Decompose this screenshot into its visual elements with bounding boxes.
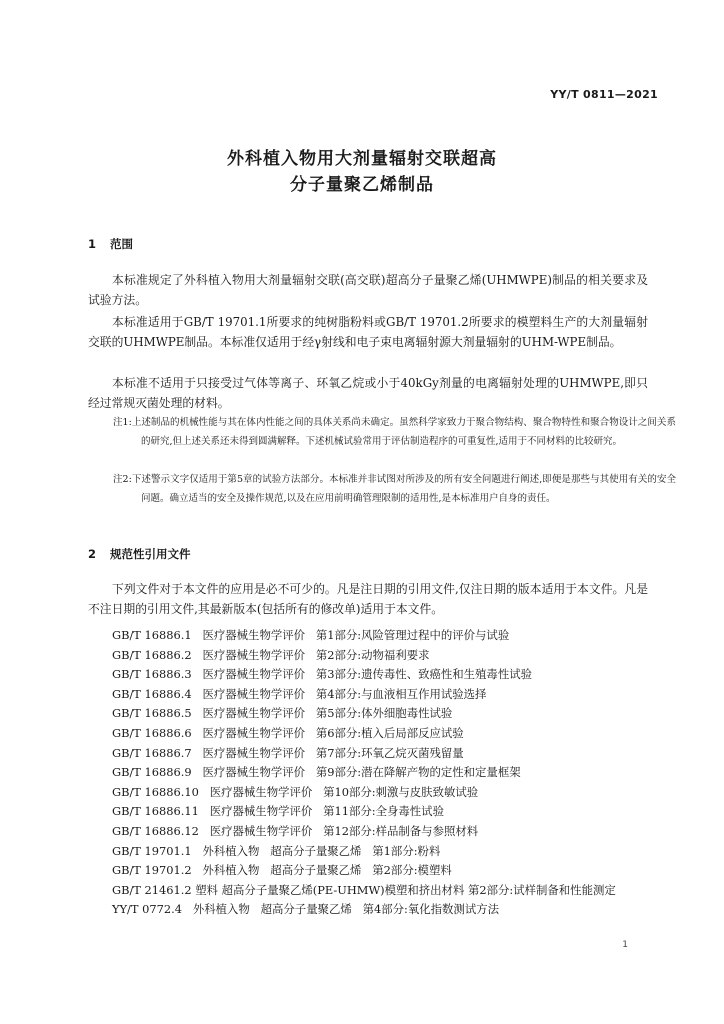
title-line-2: 分子量聚乙烯制品 [290, 175, 434, 195]
reference-item: GB/T 19701.2 外科植入物 超高分子量聚乙烯 第2部分:模塑料 [112, 863, 452, 878]
title-line-1: 外科植入物用大剂量辐射交联超高 [227, 149, 497, 169]
references-intro: 下列文件对于本文件的应用是必不可少的。凡是注日期的引用文件,仅注日期的版本适用于本文件。凡是不注日期的引用文件,其最新版本(包括所有的修改单)适用于本文件。 [88, 582, 648, 616]
reference-item: GB/T 16886.7 医疗器械生物学评价 第7部分:环氧乙烷灭菌残留量 [112, 745, 464, 760]
document-title [0, 146, 724, 198]
reference-item: GB/T 16886.6 医疗器械生物学评价 第6部分:植入后局部反应试验 [112, 725, 464, 740]
section-1-heading [88, 236, 133, 252]
note-1: 注1:上述制品的机械性能与其在体内性能之间的具体关系尚未确定。虽然科学家致力于聚合物结构、聚合物特性和聚合物设计之间关系的研究,但上述关系还未得到圆满解释。下述机械试验常用于评估制造程序的可重复性,适用于不同材料的比较研究。 [113, 417, 676, 447]
scope-paragraph-3: 本标准不适用于只接受过气体等离子、环氧乙烷或小于40kGy剂量的电离辐射处理的UHMWPE,即只经过常规灭菌处理的材料。 [88, 376, 648, 410]
standard-code: YY/T 0811—2021 [550, 88, 658, 101]
reference-item: GB/T 19701.1 外科植入物 超高分子量聚乙烯 第1部分:粉料 [112, 843, 441, 858]
section-2-number: 2 [88, 547, 97, 561]
reference-item: GB/T 16886.4 医疗器械生物学评价 第4部分:与血液相互作用试验选择 [112, 686, 487, 701]
section-2-heading [88, 546, 191, 562]
reference-item: GB/T 16886.10 医疗器械生物学评价 第10部分:刺激与皮肤致敏试验 [112, 784, 479, 799]
reference-item: GB/T 16886.9 医疗器械生物学评价 第9部分:潜在降解产物的定性和定量框架 [112, 765, 521, 780]
page-number: 1 [622, 940, 628, 950]
reference-item: GB/T 16886.5 医疗器械生物学评价 第5部分:体外细胞毒性试验 [112, 706, 453, 721]
reference-item: GB/T 16886.1 医疗器械生物学评价 第1部分:风险管理过程中的评价与试验 [112, 628, 510, 642]
section-1-title: 范围 [110, 237, 133, 251]
reference-item: GB/T 16886.3 医疗器械生物学评价 第3部分:遗传毒性、致癌性和生殖毒性试验 [112, 667, 532, 682]
scope-paragraph-2: 本标准适用于GB/T 19701.1所要求的纯树脂粉料或GB/T 19701.2所要求的模塑料生产的大剂量辐射交联的UHMWPE制品。本标准仅适用于经γ射线和电子束电离辐射源大剂量辐射的UHM-WPE制品。 [88, 315, 648, 349]
reference-item: YY/T 0772.4 外科植入物 超高分子量聚乙烯 第4部分:氧化指数测试方法 [112, 902, 499, 917]
reference-item: GB/T 16886.12 医疗器械生物学评价 第12部分:样品制备与参照材料 [112, 823, 479, 838]
note-2: 注2:下述警示文字仅适用于第5章的试验方法部分。本标准并非试图对所涉及的所有安全问题进行阐述,即便是那些与其使用有关的安全问题。确立适当的安全及操作规范,以及在应用前明确管理限制的适用性,是本标准用户自身的责任。 [113, 474, 676, 504]
section-1-number: 1 [88, 237, 97, 251]
reference-list [88, 626, 653, 920]
reference-item: GB/T 21461.2 塑料 超高分子量聚乙烯(PE-UHMW)模塑和挤出材料 第2部分:试样制备和性能测定 [112, 882, 616, 897]
reference-item: GB/T 16886.2 医疗器械生物学评价 第2部分:动物福利要求 [112, 647, 430, 662]
section-2-title: 规范性引用文件 [110, 547, 191, 561]
reference-item: GB/T 16886.11 医疗器械生物学评价 第11部分:全身毒性试验 [112, 804, 444, 819]
scope-paragraph-1: 本标准规定了外科植入物用大剂量辐射交联(高交联)超高分子量聚乙烯(UHMWPE)制品的相关要求及试验方法。 [88, 273, 648, 307]
